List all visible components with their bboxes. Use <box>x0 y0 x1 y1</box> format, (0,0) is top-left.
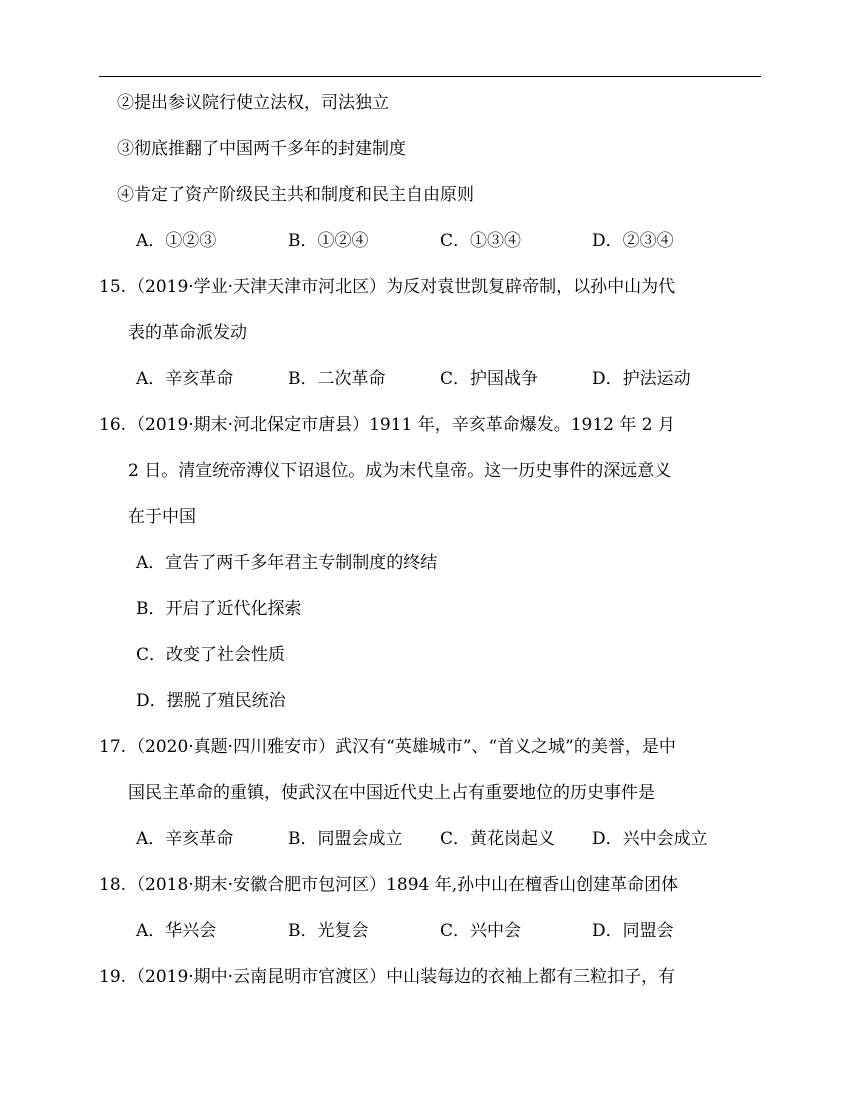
option-b[interactable]: B．二次革命 <box>288 369 386 389</box>
header-rule <box>99 76 761 77</box>
question-text: （2019·期末·河北保定市唐县）1911 年，辛亥革命爆发。1912 年 2 月 <box>128 415 676 435</box>
question-text: （2020·真题·四川雅安市）武汉有“英雄城市”、“首义之城”的美誉，是中 <box>128 737 676 757</box>
question-number: 16. <box>99 415 127 435</box>
option-d[interactable]: D．同盟会 <box>592 921 674 941</box>
question-text: （2019·期中·云南昆明市官渡区）中山装每边的衣袖上都有三粒扣子，有 <box>128 967 676 987</box>
option-a[interactable]: A．①②③ <box>136 231 217 251</box>
option-a[interactable]: A．华兴会 <box>136 921 217 941</box>
option-b[interactable]: B．①②④ <box>288 231 369 251</box>
question-number: 15. <box>99 277 127 297</box>
option-a[interactable]: A．辛亥革命 <box>136 369 234 389</box>
option-c[interactable]: C．①③④ <box>440 231 522 251</box>
option-b[interactable]: B．同盟会成立 <box>288 829 403 849</box>
question-text: 2 日。清宣统帝溥仪下诏退位。成为末代皇帝。这一历史事件的深远意义 <box>128 461 672 481</box>
option-b[interactable]: B．光复会 <box>288 921 369 941</box>
question-number: 17. <box>99 737 127 757</box>
question-text: 在于中国 <box>128 507 196 527</box>
question-number: 19. <box>99 967 127 987</box>
question-text: （2018·期末·安徽合肥市包河区）1894 年,孙中山在檀香山创建革命团体 <box>128 875 679 895</box>
option-d[interactable]: D．②③④ <box>592 231 674 251</box>
question-number: 18. <box>99 875 127 895</box>
question-text: （2019·学业·天津天津市河北区）为反对袁世凯复辟帝制，以孙中山为代 <box>128 277 676 297</box>
option-a[interactable]: A．辛亥革命 <box>136 829 234 849</box>
statement-3: ③彻底推翻了中国两千多年的封建制度 <box>117 139 406 159</box>
option-c[interactable]: C．护国战争 <box>440 369 539 389</box>
option-a[interactable]: A．宣告了两千多年君主专制制度的终结 <box>136 553 438 573</box>
option-d[interactable]: D．摆脱了殖民统治 <box>136 691 286 711</box>
option-d[interactable]: D．兴中会成立 <box>592 829 708 849</box>
question-text: 表的革命派发动 <box>128 323 247 343</box>
option-c[interactable]: C．改变了社会性质 <box>136 645 286 665</box>
question-text: 国民主革命的重镇，使武汉在中国近代史上占有重要地位的历史事件是 <box>128 783 655 803</box>
statement-2: ②提出参议院行使立法权，司法独立 <box>117 93 389 113</box>
option-d[interactable]: D．护法运动 <box>592 369 691 389</box>
option-c[interactable]: C．黄花岗起义 <box>440 829 556 849</box>
statement-4: ④肯定了资产阶级民主共和制度和民主自由原则 <box>117 185 474 205</box>
option-b[interactable]: B．开启了近代化探索 <box>136 599 302 619</box>
option-c[interactable]: C．兴中会 <box>440 921 522 941</box>
